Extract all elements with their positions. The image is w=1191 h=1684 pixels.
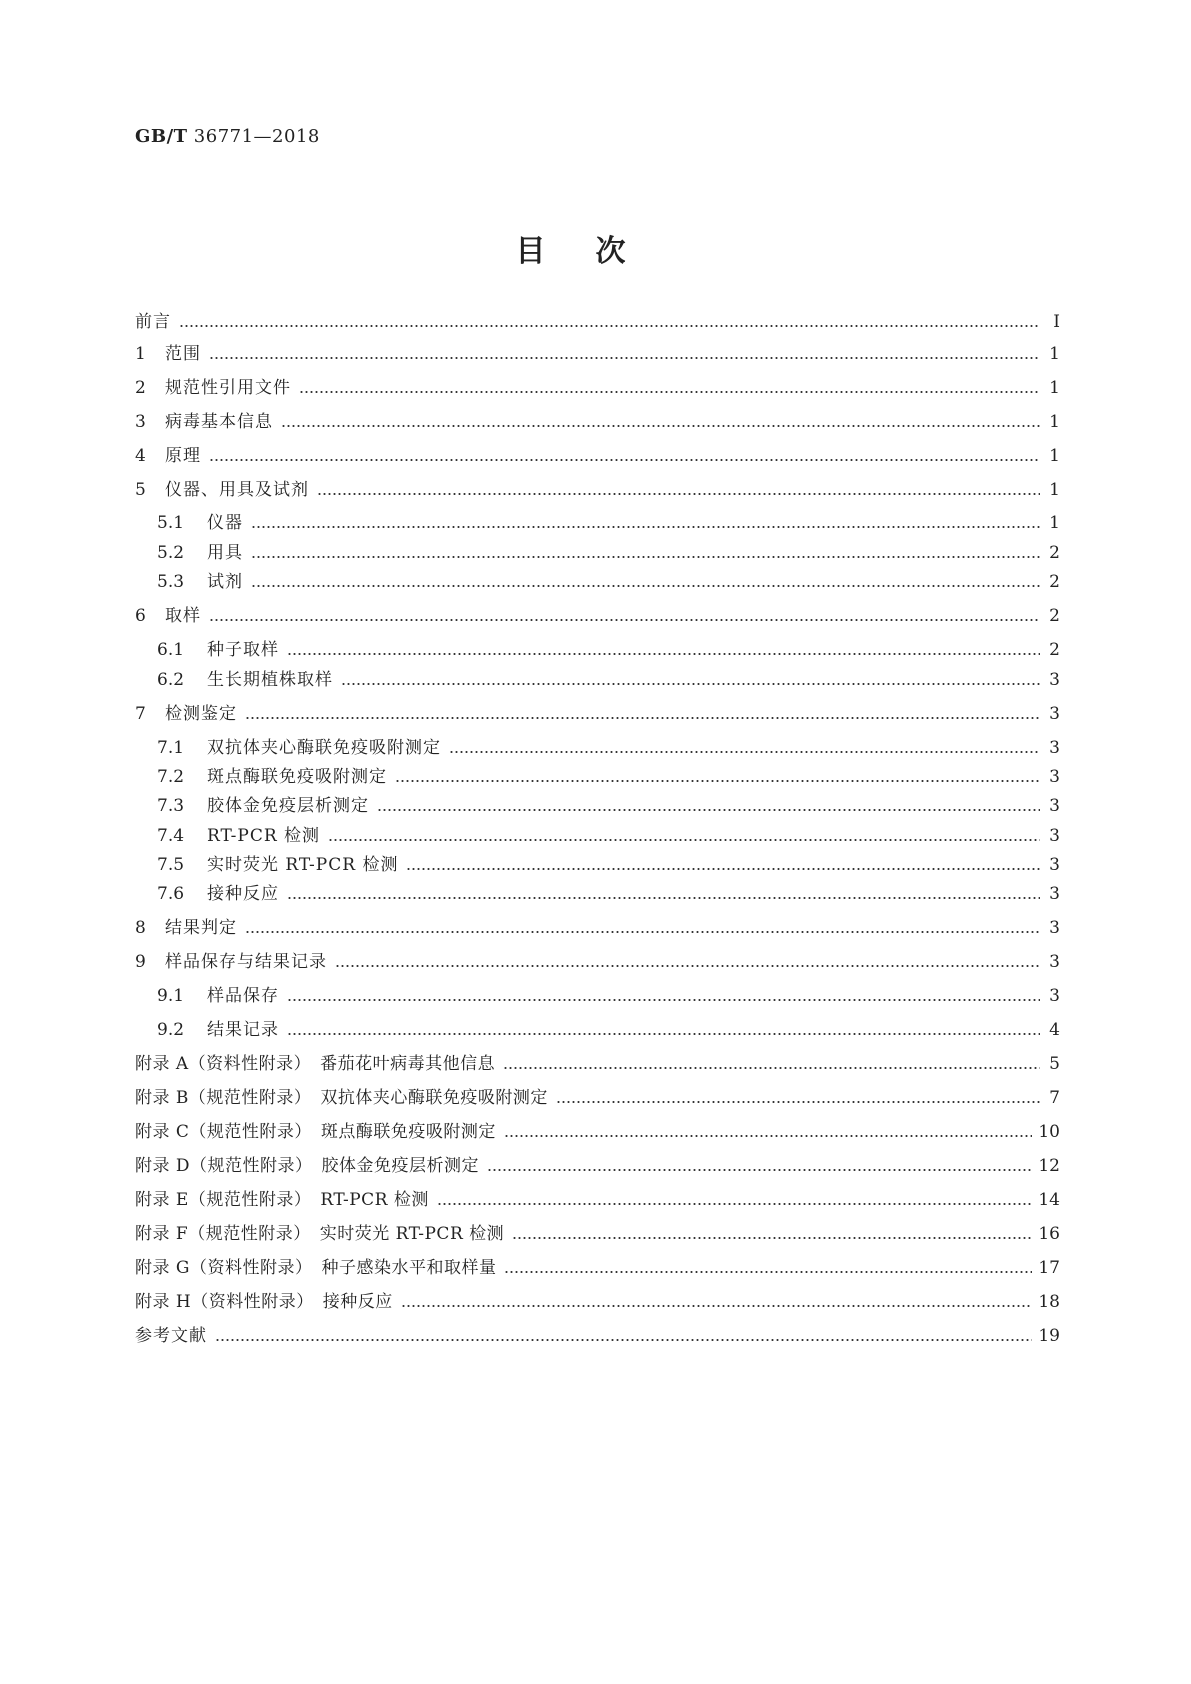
- toc-entry-number: 5.3: [157, 572, 185, 592]
- toc-entry-label: 仪器、用具及试剂: [165, 480, 309, 500]
- dot-leader: [251, 585, 1040, 587]
- toc-page-number: 3: [1049, 796, 1060, 816]
- toc-page-number: 19: [1038, 1326, 1060, 1346]
- toc-page-number: 1: [1049, 412, 1060, 432]
- toc-subentry[interactable]: [157, 637, 1060, 661]
- dot-leader: [209, 357, 1040, 359]
- dot-leader: [179, 325, 1040, 327]
- toc-entry-label: 样品保存与结果记录: [165, 952, 327, 972]
- dot-leader: [209, 619, 1040, 621]
- toc-page-number: 10: [1038, 1122, 1060, 1142]
- dot-leader: [245, 717, 1040, 719]
- dot-leader: [251, 556, 1040, 558]
- toc-page-number: 18: [1038, 1292, 1060, 1312]
- toc-annex-entry[interactable]: [135, 1187, 1060, 1211]
- toc-entry-label: 用具: [207, 543, 243, 563]
- toc-entry-label: RT-PCR 检测: [207, 826, 321, 846]
- toc-entry[interactable]: [135, 443, 1060, 467]
- toc-annex-label: 附录 B（规范性附录） 双抗体夹心酶联免疫吸附测定: [135, 1088, 548, 1108]
- page-title: 目次: [515, 234, 676, 269]
- toc-entry-label: 接种反应: [207, 884, 279, 904]
- toc-annex-entry[interactable]: [135, 1119, 1060, 1143]
- toc-entry-references[interactable]: [135, 1323, 1060, 1347]
- toc-entry-label: 病毒基本信息: [165, 412, 273, 432]
- standard-code: [135, 126, 320, 147]
- standard-prefix: GB/T: [135, 126, 188, 147]
- toc-entry-label: 试剂: [207, 572, 243, 592]
- toc-entry[interactable]: [135, 375, 1060, 399]
- toc-entry-number: 5: [135, 480, 146, 500]
- toc-page-number: 2: [1049, 543, 1060, 563]
- toc-subentry[interactable]: [157, 764, 1060, 788]
- toc-page-number: 7: [1049, 1088, 1060, 1108]
- dot-leader: [335, 965, 1040, 967]
- toc-entry-label: 双抗体夹心酶联免疫吸附测定: [207, 738, 441, 758]
- toc-entry-number: 5.1: [157, 513, 185, 533]
- toc-subentry[interactable]: [157, 510, 1060, 534]
- toc-subentry[interactable]: [157, 569, 1060, 593]
- toc-subentry[interactable]: [157, 793, 1060, 817]
- toc-subentry[interactable]: [157, 540, 1060, 564]
- toc-entry-number: 5.2: [157, 543, 185, 563]
- toc-entry[interactable]: [135, 915, 1060, 939]
- dot-leader: [406, 868, 1040, 870]
- dot-leader: [251, 526, 1040, 528]
- dot-leader: [287, 1033, 1040, 1035]
- toc-entry-number: 9: [135, 952, 146, 972]
- toc-page-number: 3: [1049, 918, 1060, 938]
- toc-entry-number: 6: [135, 606, 146, 626]
- toc-page-number: 16: [1038, 1224, 1060, 1244]
- toc-page-number: 14: [1038, 1190, 1060, 1210]
- toc-subentry[interactable]: [157, 823, 1060, 847]
- toc-page-number: 3: [1049, 986, 1060, 1006]
- toc-page-number: 1: [1049, 480, 1060, 500]
- toc-entry-number: 7.2: [157, 767, 185, 787]
- dot-leader: [287, 897, 1040, 899]
- dot-leader: [487, 1169, 1032, 1171]
- dot-leader: [503, 1067, 1040, 1069]
- toc-entry-number: 9.2: [157, 1020, 185, 1040]
- toc-page-number: 2: [1049, 640, 1060, 660]
- toc-entry-label: 样品保存: [207, 986, 279, 1006]
- dot-leader: [504, 1135, 1032, 1137]
- toc-subentry[interactable]: [157, 983, 1060, 1007]
- toc-subentry[interactable]: [157, 852, 1060, 876]
- toc-annex-entry[interactable]: [135, 1221, 1060, 1245]
- toc-annex-entry[interactable]: [135, 1051, 1060, 1075]
- toc-entry-label: 结果记录: [207, 1020, 279, 1040]
- dot-leader: [281, 425, 1040, 427]
- toc-entry[interactable]: [135, 701, 1060, 725]
- standard-number: 36771—2018: [193, 126, 320, 147]
- toc-page-number: 1: [1049, 446, 1060, 466]
- toc-annex-entry[interactable]: [135, 1085, 1060, 1109]
- toc-annex-entry[interactable]: [135, 1255, 1060, 1279]
- toc-annex-label: 附录 G（资料性附录） 种子感染水平和取样量: [135, 1258, 497, 1278]
- toc-entry-number: 7.1: [157, 738, 185, 758]
- toc-entry-label: 检测鉴定: [165, 704, 237, 724]
- dot-leader: [401, 1305, 1033, 1307]
- dot-leader: [287, 653, 1040, 655]
- toc-page-number: 3: [1049, 826, 1060, 846]
- toc-entry-label: 胶体金免疫层析测定: [207, 796, 369, 816]
- toc-entry[interactable]: [135, 603, 1060, 627]
- toc-entry-label: 结果判定: [165, 918, 237, 938]
- toc-page-number: 17: [1038, 1258, 1060, 1278]
- toc-page-number: 3: [1049, 952, 1060, 972]
- toc-annex-label: 附录 C（规范性附录） 斑点酶联免疫吸附测定: [135, 1122, 496, 1142]
- toc-entry-label: 生长期植株取样: [207, 670, 333, 690]
- toc-annex-label: 附录 E（规范性附录） RT-PCR 检测: [135, 1190, 429, 1210]
- toc-annex-label: 附录 A（资料性附录） 番茄花叶病毒其他信息: [135, 1054, 496, 1074]
- toc-page-number: 3: [1049, 767, 1060, 787]
- toc-page-number: 1: [1049, 513, 1060, 533]
- toc-page-number: 12: [1038, 1156, 1060, 1176]
- toc-page-number: 3: [1049, 738, 1060, 758]
- toc-subentry[interactable]: [157, 1017, 1060, 1041]
- toc-entry-label: 斑点酶联免疫吸附测定: [207, 767, 387, 787]
- toc-annex-label: 附录 D（规范性附录） 胶体金免疫层析测定: [135, 1156, 480, 1176]
- toc-entry-number: 7.3: [157, 796, 185, 816]
- toc-entry-number: 7.5: [157, 855, 185, 875]
- dot-leader: [377, 809, 1040, 811]
- toc-entry-number: 6.1: [157, 640, 185, 660]
- toc-entry-label: 参考文献: [135, 1326, 207, 1346]
- toc-annex-label: 附录 H（资料性附录） 接种反应: [135, 1292, 393, 1312]
- toc-entry-number: 8: [135, 918, 146, 938]
- toc-subentry[interactable]: [157, 667, 1060, 691]
- dot-leader: [556, 1101, 1040, 1103]
- dot-leader: [328, 839, 1040, 841]
- toc-subentry[interactable]: [157, 881, 1060, 905]
- toc-entry[interactable]: [135, 949, 1060, 973]
- toc-page-number: 4: [1049, 1020, 1060, 1040]
- toc-entry[interactable]: [135, 341, 1060, 365]
- dot-leader: [449, 751, 1040, 753]
- toc-page-number: 3: [1049, 855, 1060, 875]
- toc-page-number: 1: [1049, 378, 1060, 398]
- dot-leader: [299, 391, 1040, 393]
- dot-leader: [395, 780, 1040, 782]
- dot-leader: [209, 459, 1040, 461]
- toc-page-number: 1: [1049, 344, 1060, 364]
- toc-entry-label: 规范性引用文件: [165, 378, 291, 398]
- toc-page-number: 2: [1049, 606, 1060, 626]
- dot-leader: [512, 1237, 1032, 1239]
- dot-leader: [245, 931, 1040, 933]
- toc-annex-entry[interactable]: [135, 1153, 1060, 1177]
- toc-page-number: 5: [1049, 1054, 1060, 1074]
- toc-subentry[interactable]: [157, 735, 1060, 759]
- dot-leader: [317, 493, 1040, 495]
- toc-entry-preface[interactable]: [135, 309, 1060, 333]
- toc-page-number: 3: [1049, 884, 1060, 904]
- toc-page-number: 2: [1049, 572, 1060, 592]
- toc-entry-label: 取样: [165, 606, 201, 626]
- toc-entry-number: 4: [135, 446, 146, 466]
- toc-entry-label: 原理: [165, 446, 201, 466]
- toc-entry-label: 仪器: [207, 513, 243, 533]
- toc-annex-label: 附录 F（规范性附录） 实时荧光 RT-PCR 检测: [135, 1224, 505, 1244]
- toc-entry-number: 7: [135, 704, 146, 724]
- toc-entry-label: 种子取样: [207, 640, 279, 660]
- toc-entry[interactable]: [135, 409, 1060, 433]
- toc-entry-number: 7.4: [157, 826, 185, 846]
- dot-leader: [437, 1203, 1033, 1205]
- toc-entry-label: 前言: [135, 312, 171, 332]
- dot-leader: [341, 683, 1040, 685]
- toc-entry-number: 7.6: [157, 884, 185, 904]
- toc-page-number: 3: [1049, 670, 1060, 690]
- toc-page-number: Ⅰ: [1053, 312, 1060, 332]
- toc-entry-label: 实时荧光 RT-PCR 检测: [207, 855, 399, 875]
- toc-entry-number: 2: [135, 378, 146, 398]
- toc-entry[interactable]: [135, 477, 1060, 501]
- dot-leader: [215, 1339, 1032, 1341]
- toc-entry-number: 9.1: [157, 986, 185, 1006]
- toc-entry-number: 3: [135, 412, 146, 432]
- toc-entry-number: 1: [135, 344, 146, 364]
- toc-annex-entry[interactable]: [135, 1289, 1060, 1313]
- dot-leader: [287, 999, 1040, 1001]
- toc-entry-number: 6.2: [157, 670, 185, 690]
- dot-leader: [504, 1271, 1032, 1273]
- toc-page-number: 3: [1049, 704, 1060, 724]
- toc-entry-label: 范围: [165, 344, 201, 364]
